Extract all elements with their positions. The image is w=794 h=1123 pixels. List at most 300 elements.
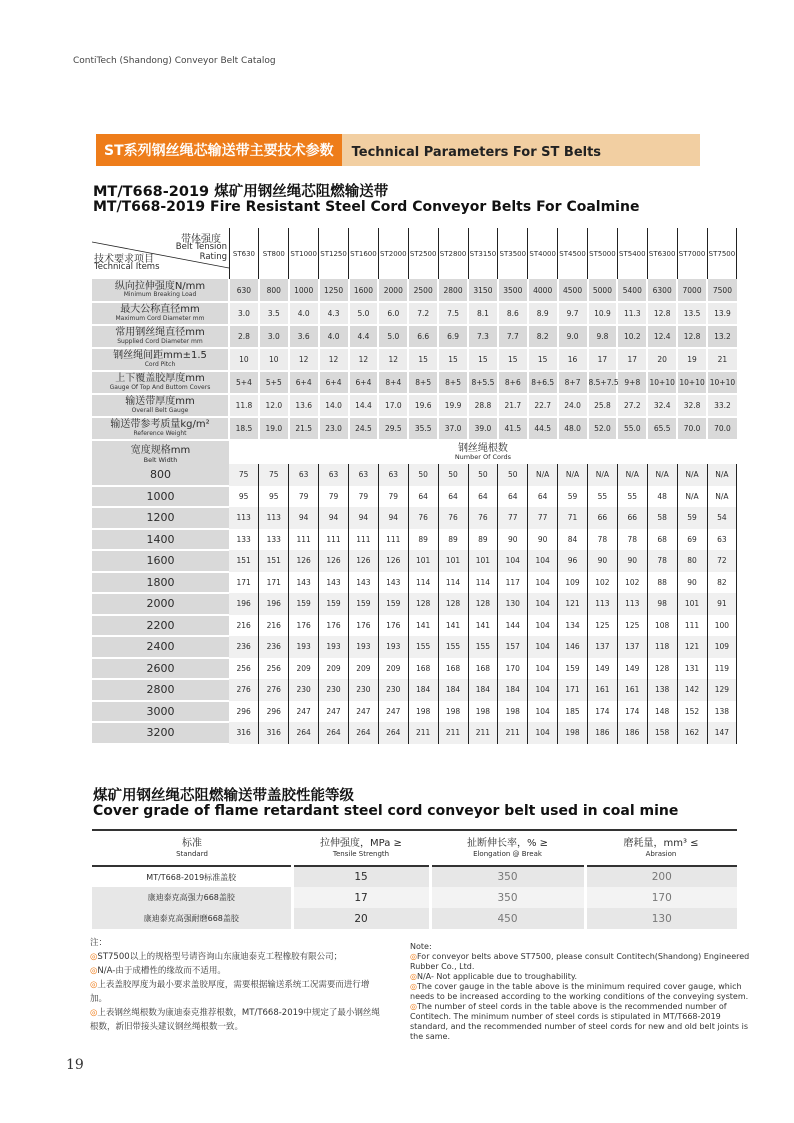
parameter-value: 2500	[408, 279, 438, 302]
cord-count-value: 95	[259, 486, 289, 508]
parameter-value: 19	[677, 348, 707, 371]
parameter-value: 41.5	[498, 417, 528, 440]
cord-count-value: 104	[528, 636, 558, 658]
rating-header: ST7000	[677, 228, 707, 279]
cord-count-value: 111	[289, 529, 319, 551]
belt-width-row	[92, 486, 737, 508]
parameter-value: 8+5	[438, 371, 468, 394]
items-label-cn: 技术要求项目	[94, 254, 154, 265]
cover-grade-title-en: Cover grade of flame retardant steel cord conveyor belt used in coal mine	[93, 803, 679, 819]
parameter-value: 12	[289, 348, 319, 371]
cord-count-value: 75	[259, 464, 289, 486]
belt-width-row	[92, 679, 737, 701]
cord-count-value: 193	[289, 636, 319, 658]
cord-count-value: 211	[438, 722, 468, 744]
cord-count-value: 66	[588, 507, 618, 529]
parameter-value: 6+4	[349, 371, 379, 394]
parameter-value: 4.4	[349, 325, 379, 348]
cord-count-value: 198	[468, 701, 498, 723]
note-bullet-icon: ◎	[90, 966, 98, 976]
cord-count-value: N/A	[558, 464, 588, 486]
cord-count-value: 196	[259, 593, 289, 615]
standard-title: MT/T668-2019 煤矿用钢丝绳芯阻燃输送带	[93, 184, 389, 200]
parameter-value: 17	[617, 348, 647, 371]
cord-count-value: N/A	[617, 464, 647, 486]
cord-count-value: 94	[289, 507, 319, 529]
rating-header: ST3150	[468, 228, 498, 279]
cord-count-value: 68	[647, 529, 677, 551]
cord-count-value: 113	[259, 507, 289, 529]
parameter-row	[92, 348, 737, 371]
parameter-value: 13.5	[677, 302, 707, 325]
belt-width-value: 2400	[92, 636, 229, 658]
cord-count-value: 143	[319, 572, 349, 594]
parameter-value: 10	[229, 348, 259, 371]
cover-grade-row	[92, 908, 737, 929]
cord-count-value: 152	[677, 701, 707, 723]
number-of-cords-en: Number Of Cords	[454, 453, 512, 462]
cord-count-value: 64	[438, 486, 468, 508]
cord-count-value: 264	[289, 722, 319, 744]
note-item-cn: ◎上表盖胶厚度为最小要求盖胶厚度，需要根据输送系统工况需要而进行增加。	[90, 980, 370, 1004]
parameter-value: 5.0	[349, 302, 379, 325]
parameter-value: 3.0	[259, 325, 289, 348]
cord-count-value: 95	[229, 486, 259, 508]
cord-count-value: 101	[408, 550, 438, 572]
cord-count-value: 90	[498, 529, 528, 551]
belt-width-row	[92, 464, 737, 486]
cover-header-en: Standard	[176, 849, 208, 858]
cord-count-value: 104	[528, 550, 558, 572]
cord-count-value: 72	[707, 550, 737, 572]
parameter-value: 23.0	[319, 417, 349, 440]
parameter-label-en: Maximum Cord Diameter mm	[115, 314, 205, 322]
cord-count-value: 162	[677, 722, 707, 744]
parameter-value: 70.0	[677, 417, 707, 440]
belt-width-value: 1400	[92, 529, 229, 551]
cord-count-value: N/A	[707, 464, 737, 486]
parameter-value: 7.7	[498, 325, 528, 348]
note-bullet-icon: ◎	[90, 1008, 98, 1018]
table-corner-header	[92, 228, 229, 279]
belt-width-row	[92, 529, 737, 551]
parameter-value: 8+6.5	[528, 371, 558, 394]
cord-count-value: N/A	[677, 464, 707, 486]
rating-header: ST4500	[558, 228, 588, 279]
cord-count-value: 50	[438, 464, 468, 486]
cord-count-value: 109	[558, 572, 588, 594]
technical-parameters-table	[92, 228, 737, 745]
belt-width-row	[92, 572, 737, 594]
notes-chinese	[90, 936, 380, 1034]
cord-count-value: 264	[319, 722, 349, 744]
belt-width-row	[92, 722, 737, 744]
parameter-value: 14.0	[319, 394, 349, 417]
cord-count-value: 64	[498, 486, 528, 508]
parameter-value: 2800	[438, 279, 468, 302]
cord-count-value: 209	[319, 658, 349, 680]
note-item-cn: ◎N/A-由于成槽性的缘故而不适用。	[90, 966, 226, 976]
cord-count-value: 104	[528, 722, 558, 744]
cord-count-value: 111	[677, 615, 707, 637]
parameter-value: 21	[707, 348, 737, 371]
cord-count-value: 161	[617, 679, 647, 701]
cover-grade-title-cn: 煤矿用钢丝绳芯阻燃输送带盖胶性能等级	[93, 788, 354, 804]
parameter-value: 3.6	[289, 325, 319, 348]
abrasion-value: 130	[585, 908, 737, 929]
cord-count-value: 168	[468, 658, 498, 680]
rating-header: ST4000	[528, 228, 558, 279]
parameter-value: 8.9	[528, 302, 558, 325]
notes-en-head: Note:	[410, 942, 432, 951]
parameter-row	[92, 394, 737, 417]
parameter-value: 6.0	[378, 302, 408, 325]
belt-width-label-cn: 宽度规格mm	[130, 445, 191, 456]
parameter-value: 12	[319, 348, 349, 371]
parameter-label-en: Cord Pitch	[144, 360, 176, 368]
cord-count-value: 77	[528, 507, 558, 529]
cord-count-value: 48	[647, 486, 677, 508]
parameter-label-en: Gauge Of Top And Buttom Covers	[109, 383, 211, 391]
cord-count-value: 133	[229, 529, 259, 551]
parameter-value: 13.6	[289, 394, 319, 417]
parameter-label-en: Minimum Breaking Load	[123, 291, 197, 299]
cord-count-value: 114	[408, 572, 438, 594]
cord-count-value: 193	[378, 636, 408, 658]
cord-count-value: 184	[498, 679, 528, 701]
abrasion-value: 200	[585, 866, 737, 887]
note-item-en: ◎For conveyor belts above ST7500, please consult Contitech(Shandong) Engineered Rubber Co., Ltd.	[410, 952, 750, 971]
cord-count-value: 247	[289, 701, 319, 723]
elongation-value: 350	[430, 887, 585, 908]
parameter-value: 7000	[677, 279, 707, 302]
cord-count-value: 55	[617, 486, 647, 508]
parameter-value: 12.8	[647, 302, 677, 325]
cord-count-value: 108	[647, 615, 677, 637]
cord-count-value: 89	[408, 529, 438, 551]
parameter-value: 19.0	[259, 417, 289, 440]
cord-count-value: 50	[408, 464, 438, 486]
banner-title-cn: ST系列钢丝绳芯输送带主要技术参数	[96, 134, 342, 166]
parameter-value: 19.9	[438, 394, 468, 417]
parameter-value: 15	[438, 348, 468, 371]
number-of-cords-cn: 钢丝绳根数	[457, 443, 508, 455]
cord-count-value: 176	[378, 615, 408, 637]
cord-count-value: 76	[438, 507, 468, 529]
cord-count-value: 158	[647, 722, 677, 744]
parameter-value: 15	[528, 348, 558, 371]
cord-count-value: 185	[558, 701, 588, 723]
parameter-value: 21.7	[498, 394, 528, 417]
parameter-value: 4000	[528, 279, 558, 302]
cord-count-value: 149	[617, 658, 647, 680]
parameter-value: 10.2	[617, 325, 647, 348]
cord-count-value: 98	[647, 593, 677, 615]
parameter-row	[92, 417, 737, 440]
belt-width-value: 3000	[92, 701, 229, 723]
rating-header: ST5000	[588, 228, 618, 279]
parameter-value: 3150	[468, 279, 498, 302]
cord-count-value: 63	[349, 464, 379, 486]
catalog-header: ContiTech (Shandong) Conveyor Belt Catalog	[73, 56, 276, 66]
cord-count-value: 113	[229, 507, 259, 529]
cord-count-value: 121	[558, 593, 588, 615]
rating-header: ST2500	[408, 228, 438, 279]
parameter-label	[92, 302, 229, 325]
tensile-strength-value: 15	[292, 866, 430, 887]
cord-count-value: 104	[498, 550, 528, 572]
rating-header: ST800	[259, 228, 289, 279]
rating-label-en2: Rating	[199, 252, 227, 262]
cord-count-value: 138	[647, 679, 677, 701]
cord-count-value: 90	[588, 550, 618, 572]
rating-header: ST1250	[319, 228, 349, 279]
parameter-value: 630	[229, 279, 259, 302]
cord-count-value: 264	[378, 722, 408, 744]
cord-count-value: 54	[707, 507, 737, 529]
parameter-label-en: Reference Weight	[133, 429, 187, 437]
cover-header-cn: 扯断伸长率，% ≥	[466, 837, 549, 849]
parameter-value: 12	[349, 348, 379, 371]
cord-count-value: 101	[677, 593, 707, 615]
cord-count-value: 159	[289, 593, 319, 615]
parameter-value: 9+8	[617, 371, 647, 394]
rating-header: ST2800	[438, 228, 468, 279]
parameter-value: 3.0	[229, 302, 259, 325]
parameter-value: 6.6	[408, 325, 438, 348]
belt-width-header-row	[92, 440, 737, 464]
note-bullet-icon: ◎	[90, 980, 98, 990]
parameter-label-cn: 最大公称直径mm	[120, 304, 200, 316]
parameter-label-cn: 钢丝绳间距mm±1.5	[113, 350, 207, 362]
cord-count-value: 236	[259, 636, 289, 658]
cord-count-value: 151	[229, 550, 259, 572]
cord-count-value: 50	[498, 464, 528, 486]
cord-count-value: 141	[408, 615, 438, 637]
cord-count-value: 77	[498, 507, 528, 529]
cord-count-value: 111	[349, 529, 379, 551]
cover-header-en: Tensile Strength	[332, 849, 390, 858]
cord-count-value: 230	[349, 679, 379, 701]
section-banner	[96, 134, 700, 166]
cord-count-value: 171	[259, 572, 289, 594]
cord-count-value: 101	[468, 550, 498, 572]
items-label-en: Technical Items	[94, 262, 160, 272]
belt-width-value: 1000	[92, 486, 229, 508]
cord-count-value: 114	[438, 572, 468, 594]
cord-count-value: 64	[528, 486, 558, 508]
cord-count-value: 129	[707, 679, 737, 701]
cord-count-value: 168	[438, 658, 468, 680]
cord-count-value: 100	[707, 615, 737, 637]
cord-count-value: 230	[378, 679, 408, 701]
parameter-value: 28.8	[468, 394, 498, 417]
cord-count-value: 143	[378, 572, 408, 594]
cord-count-value: 198	[498, 701, 528, 723]
cord-count-value: 256	[259, 658, 289, 680]
cord-count-value: 211	[408, 722, 438, 744]
cord-count-value: N/A	[647, 464, 677, 486]
cord-count-value: 209	[378, 658, 408, 680]
cord-count-value: 111	[378, 529, 408, 551]
parameter-value: 10+10	[647, 371, 677, 394]
note-bullet-icon: ◎	[410, 972, 417, 981]
cord-count-value: 216	[259, 615, 289, 637]
cord-count-value: 131	[677, 658, 707, 680]
cord-count-value: 125	[617, 615, 647, 637]
parameter-value: 15	[408, 348, 438, 371]
note-bullet-icon: ◎	[410, 952, 417, 961]
cord-count-value: 101	[438, 550, 468, 572]
parameter-value: 70.0	[707, 417, 737, 440]
cord-count-value: 184	[438, 679, 468, 701]
cover-grade-name: 康迪泰克高强力668盖胶	[92, 887, 292, 908]
parameter-value: 48.0	[558, 417, 588, 440]
parameter-value: 6300	[647, 279, 677, 302]
parameter-value: 3.5	[259, 302, 289, 325]
cord-count-value: 133	[259, 529, 289, 551]
cord-count-value: 90	[528, 529, 558, 551]
cord-count-value: 79	[289, 486, 319, 508]
cord-count-value: 176	[349, 615, 379, 637]
parameter-value: 10.9	[588, 302, 618, 325]
cord-count-value: 149	[588, 658, 618, 680]
parameter-value: 15	[498, 348, 528, 371]
parameter-value: 35.5	[408, 417, 438, 440]
cord-count-value: 141	[438, 615, 468, 637]
cord-count-value: N/A	[677, 486, 707, 508]
cord-count-value: 176	[289, 615, 319, 637]
belt-width-value: 2800	[92, 679, 229, 701]
cord-count-value: 78	[617, 529, 647, 551]
cord-count-value: 184	[468, 679, 498, 701]
parameter-value: 14.4	[349, 394, 379, 417]
belt-width-value: 800	[92, 464, 229, 486]
cord-count-value: 104	[528, 658, 558, 680]
parameter-value: 4.0	[319, 325, 349, 348]
cord-count-value: 88	[647, 572, 677, 594]
cord-count-value: 126	[289, 550, 319, 572]
parameter-value: 9.0	[558, 325, 588, 348]
parameter-label-cn: 输送带厚度mm	[125, 396, 195, 408]
cord-count-value: 141	[468, 615, 498, 637]
parameter-value: 52.0	[588, 417, 618, 440]
cord-count-value: N/A	[528, 464, 558, 486]
cord-count-value: 128	[438, 593, 468, 615]
parameter-value: 29.5	[378, 417, 408, 440]
parameter-value: 33.2	[707, 394, 737, 417]
cord-count-value: 66	[617, 507, 647, 529]
rating-header: ST2000	[378, 228, 408, 279]
note-item-en: ◎N/A- Not applicable due to troughability.	[410, 972, 577, 981]
parameter-value: 37.0	[438, 417, 468, 440]
parameter-label-cn: 输送带参考质量kg/m²	[110, 419, 210, 431]
parameter-value: 800	[259, 279, 289, 302]
cord-count-value: 104	[528, 593, 558, 615]
parameter-row	[92, 279, 737, 302]
cord-count-value: 155	[438, 636, 468, 658]
rating-header: ST7500	[707, 228, 737, 279]
cord-count-value: 176	[319, 615, 349, 637]
parameter-value: 7.2	[408, 302, 438, 325]
cord-count-value: 148	[647, 701, 677, 723]
cord-count-value: 76	[468, 507, 498, 529]
belt-width-value: 3200	[92, 722, 229, 744]
cord-count-value: 119	[707, 658, 737, 680]
belt-width-row	[92, 615, 737, 637]
cord-count-value: 113	[617, 593, 647, 615]
cord-count-value: 126	[319, 550, 349, 572]
cord-count-value: 196	[229, 593, 259, 615]
parameter-value: 18.5	[229, 417, 259, 440]
parameter-value: 21.5	[289, 417, 319, 440]
cord-count-value: 63	[289, 464, 319, 486]
parameter-label-en: Overall Belt Gauge	[131, 406, 189, 414]
cord-count-value: 144	[498, 615, 528, 637]
cord-count-value: 211	[468, 722, 498, 744]
parameter-value: 8+4	[378, 371, 408, 394]
parameter-value: 17	[588, 348, 618, 371]
parameter-value: 2.8	[229, 325, 259, 348]
parameter-value: 32.8	[677, 394, 707, 417]
rating-header: ST630	[229, 228, 259, 279]
cord-count-value: 151	[259, 550, 289, 572]
belt-width-value: 2600	[92, 658, 229, 680]
cord-count-value: 78	[647, 550, 677, 572]
rating-header: ST6300	[647, 228, 677, 279]
parameter-row	[92, 302, 737, 325]
cord-count-value: 193	[349, 636, 379, 658]
cord-count-value: 63	[378, 464, 408, 486]
cord-count-value: 161	[588, 679, 618, 701]
cord-count-value: 76	[408, 507, 438, 529]
banner-title-en: Technical Parameters For ST Belts	[351, 144, 602, 160]
cover-table-header	[585, 830, 737, 866]
cord-count-value: 174	[617, 701, 647, 723]
belt-width-value: 2000	[92, 593, 229, 615]
cord-count-value: 104	[528, 701, 558, 723]
parameter-value: 1600	[349, 279, 379, 302]
cord-count-value: 94	[349, 507, 379, 529]
parameter-value: 1250	[319, 279, 349, 302]
cord-count-value: 230	[289, 679, 319, 701]
cord-count-value: 236	[229, 636, 259, 658]
cord-count-value: 104	[528, 572, 558, 594]
parameter-value: 8+6	[498, 371, 528, 394]
parameter-value: 5+4	[229, 371, 259, 394]
cord-count-value: 79	[349, 486, 379, 508]
cord-count-value: N/A	[588, 464, 618, 486]
cord-count-value: 111	[319, 529, 349, 551]
parameter-value: 8.2	[528, 325, 558, 348]
cord-count-value: 126	[349, 550, 379, 572]
cord-count-value: 174	[588, 701, 618, 723]
cord-count-value: 211	[498, 722, 528, 744]
cord-count-value: 78	[588, 529, 618, 551]
cord-count-value: 247	[319, 701, 349, 723]
cord-count-value: 130	[498, 593, 528, 615]
cord-count-value: 82	[707, 572, 737, 594]
notes-english	[410, 942, 755, 1042]
parameter-value: 11.3	[617, 302, 647, 325]
belt-width-value: 2200	[92, 615, 229, 637]
parameter-value: 10+10	[707, 371, 737, 394]
parameter-label	[92, 394, 229, 417]
parameter-value: 32.4	[647, 394, 677, 417]
parameter-value: 55.0	[617, 417, 647, 440]
parameter-label-cn: 纵向拉伸强度N/mm	[114, 280, 206, 292]
number-of-cords-label	[229, 440, 737, 464]
